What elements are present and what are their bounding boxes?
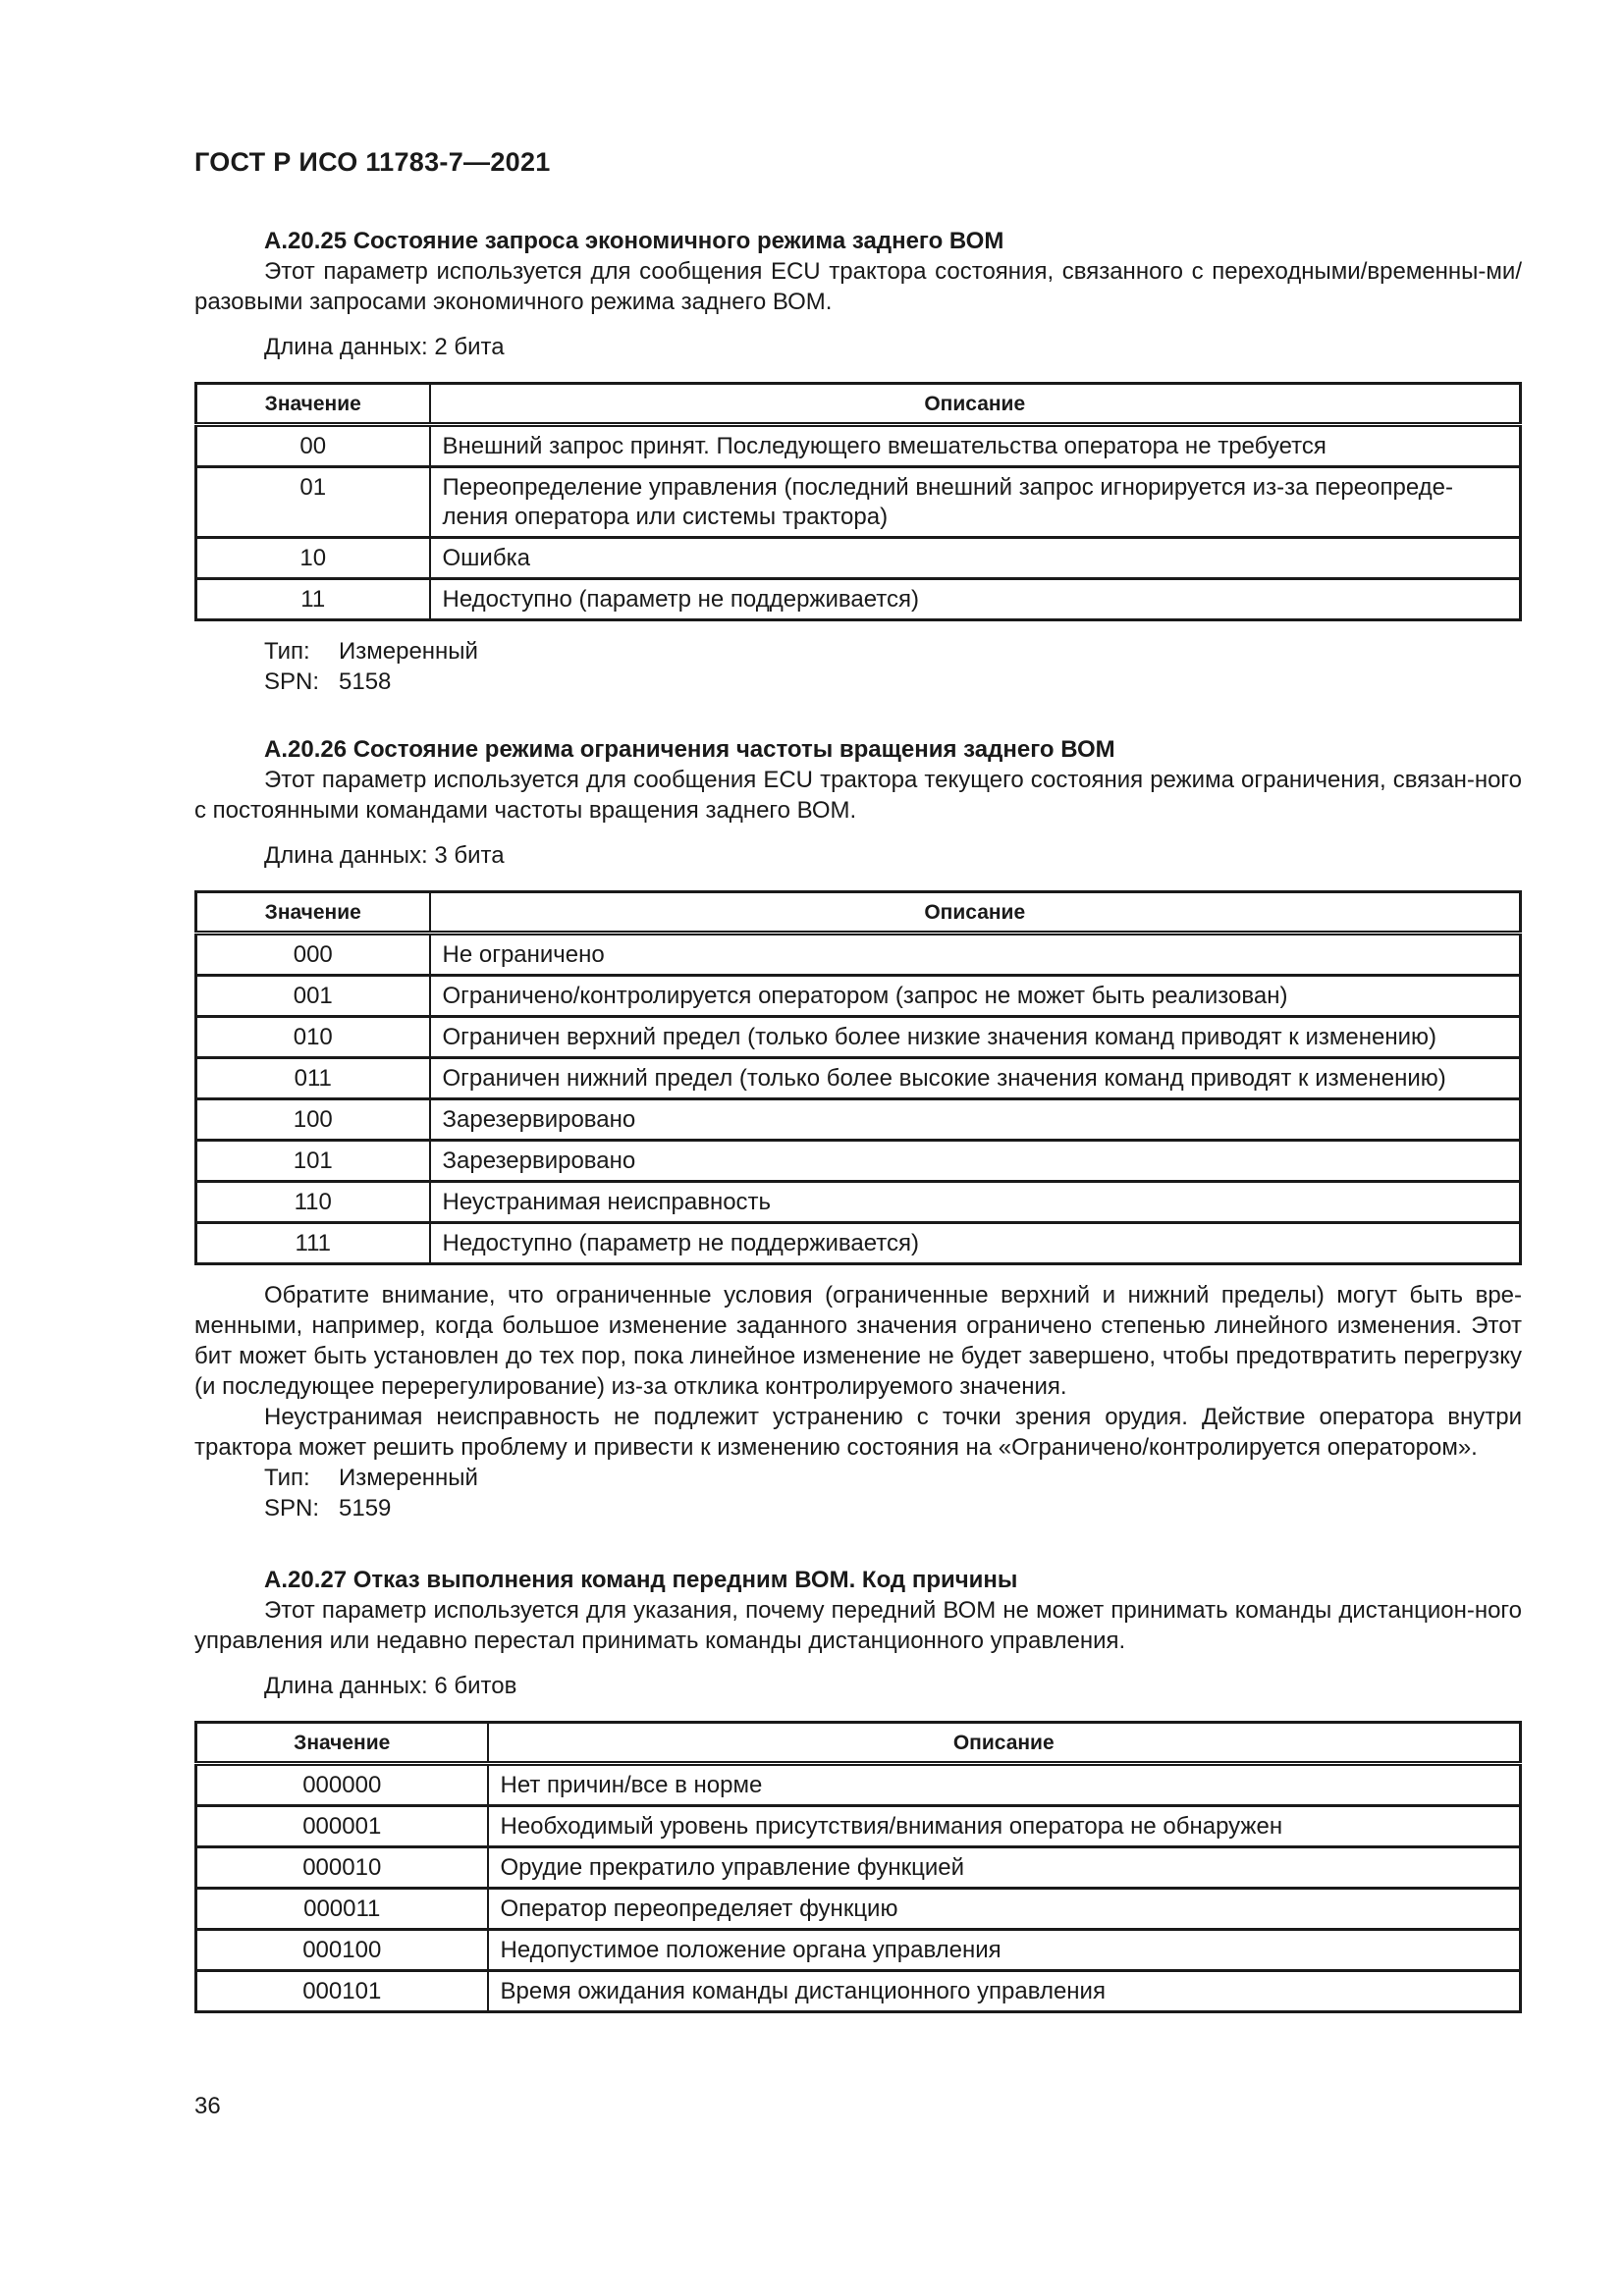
description-cell: Необходимый уровень присутствия/внимания оператора не обнаружен bbox=[488, 1806, 1521, 1847]
spn-value: 5158 bbox=[339, 668, 392, 695]
section-intro: Этот параметр используется для указания, почему передний ВОМ не может принимать команды дистанцион-ного управления или недавно перестал принимать команды дистанционного управления. bbox=[194, 1597, 1522, 1654]
value-cell: 101 bbox=[196, 1141, 430, 1182]
description-cell: Зарезервировано bbox=[430, 1099, 1521, 1141]
column-header-value: Значение bbox=[196, 384, 430, 425]
table-row bbox=[196, 579, 1521, 620]
value-cell: 11 bbox=[196, 579, 430, 620]
section-intro: Этот параметр используется для сообщения ECU трактора текущего состояния режима ограничения, связан-ного с постоянными командами частоты вращения заднего ВОМ. bbox=[194, 767, 1522, 824]
type-label: Тип: bbox=[264, 638, 310, 665]
table-row bbox=[196, 538, 1521, 579]
value-cell: 100 bbox=[196, 1099, 430, 1141]
description-cell: Ограничен верхний предел (только более низкие значения команд приводят к изменению) bbox=[430, 1017, 1521, 1058]
table-row bbox=[196, 1223, 1521, 1264]
table-row bbox=[196, 934, 1521, 976]
spn-line bbox=[194, 1493, 1522, 1523]
description-cell: Ограничен нижний предел (только более высокие значения команд приводят к изменению) bbox=[430, 1058, 1521, 1099]
section-a-20-26 bbox=[194, 734, 1522, 1523]
page-number: 36 bbox=[194, 2093, 221, 2119]
table-row bbox=[196, 1182, 1521, 1223]
description-cell: Нет причин/все в норме bbox=[488, 1764, 1521, 1806]
column-header-value: Значение bbox=[196, 1723, 488, 1764]
description-cell: Не ограничено bbox=[430, 934, 1521, 976]
table-row bbox=[196, 425, 1521, 467]
description-cell: Переопределение управления (последний внешний запрос игнорируется из-за переопреде-ления оператора или системы трактора) bbox=[430, 467, 1521, 538]
table-row bbox=[196, 1058, 1521, 1099]
section-a-20-27 bbox=[194, 1565, 1522, 2013]
section-title: A.20.25 Состояние запроса экономичного режима заднего ВОМ bbox=[264, 228, 1004, 254]
table-row bbox=[196, 1141, 1521, 1182]
value-cell: 00 bbox=[196, 425, 430, 467]
table-header-row bbox=[196, 892, 1521, 934]
table-row bbox=[196, 1930, 1521, 1971]
value-cell: 000100 bbox=[196, 1930, 488, 1971]
type-label: Тип: bbox=[264, 1465, 310, 1491]
data-length: Длина данных: 6 битов bbox=[264, 1673, 517, 1699]
type-line bbox=[194, 636, 1522, 667]
table-row bbox=[196, 467, 1521, 538]
data-length: Длина данных: 3 бита bbox=[264, 842, 505, 869]
description-cell: Недопустимое положение органа управления bbox=[488, 1930, 1521, 1971]
description-cell: Недоступно (параметр не поддерживается) bbox=[430, 1223, 1521, 1264]
value-cell: 001 bbox=[196, 976, 430, 1017]
table-header-row bbox=[196, 1723, 1521, 1764]
description-cell: Недоступно (параметр не поддерживается) bbox=[430, 579, 1521, 620]
column-header-description: Описание bbox=[430, 892, 1521, 934]
value-cell: 000001 bbox=[196, 1806, 488, 1847]
value-cell: 000011 bbox=[196, 1889, 488, 1930]
section-title: A.20.26 Состояние режима ограничения частоты вращения заднего ВОМ bbox=[264, 736, 1115, 763]
section-intro: Этот параметр используется для сообщения ECU трактора состояния, связанного с переходными/временны-ми/разовыми запросами экономичного режима заднего ВОМ. bbox=[194, 258, 1522, 315]
data-length: Длина данных: 2 бита bbox=[264, 334, 505, 360]
value-cell: 000101 bbox=[196, 1971, 488, 2012]
value-cell: 01 bbox=[196, 467, 430, 538]
column-header-description: Описание bbox=[488, 1723, 1521, 1764]
document-header: ГОСТ Р ИСО 11783-7—2021 bbox=[194, 147, 551, 177]
description-cell: Неустранимая неисправность bbox=[430, 1182, 1521, 1223]
spn-line bbox=[194, 667, 1522, 697]
section-a-20-25 bbox=[194, 226, 1522, 697]
value-cell: 10 bbox=[196, 538, 430, 579]
values-table bbox=[194, 382, 1522, 621]
table-row bbox=[196, 1764, 1521, 1806]
column-header-description: Описание bbox=[430, 384, 1521, 425]
value-cell: 000000 bbox=[196, 1764, 488, 1806]
table-row bbox=[196, 976, 1521, 1017]
value-cell: 111 bbox=[196, 1223, 430, 1264]
column-header-value: Значение bbox=[196, 892, 430, 934]
value-cell: 110 bbox=[196, 1182, 430, 1223]
description-cell: Время ожидания команды дистанционного управления bbox=[488, 1971, 1521, 2012]
table-row bbox=[196, 1017, 1521, 1058]
type-value: Измеренный bbox=[339, 638, 478, 665]
description-cell: Ошибка bbox=[430, 538, 1521, 579]
table-row bbox=[196, 1971, 1521, 2012]
description-cell: Ограничено/контролируется оператором (запрос не может быть реализован) bbox=[430, 976, 1521, 1017]
note-paragraph: Неустранимая неисправность не подлежит устранению с точки зрения орудия. Действие оператора внутри трактора может решить проблему и привести к изменению состояния на «Ограничено/контролируется оператором». bbox=[194, 1404, 1522, 1461]
note-paragraph: Обратите внимание, что ограниченные условия (ограниченные верхний и нижний пределы) могут быть вре-менными, например, когда большое изменение заданного значения ограничено степенью линейного изменения. Этот бит может быть установлен до тех пор, пока линейное изменение не будет завершено, чтобы предотвратить перегрузку (и последующее перерегулирование) из-за отклика контролируемого значения. bbox=[194, 1282, 1522, 1400]
value-cell: 000010 bbox=[196, 1847, 488, 1889]
description-cell: Внешний запрос принят. Последующего вмешательства оператора не требуется bbox=[430, 425, 1521, 467]
table-row bbox=[196, 1806, 1521, 1847]
section-title: A.20.27 Отказ выполнения команд передним ВОМ. Код причины bbox=[264, 1567, 1018, 1593]
table-row bbox=[196, 1889, 1521, 1930]
table-row bbox=[196, 1099, 1521, 1141]
value-cell: 010 bbox=[196, 1017, 430, 1058]
table-row bbox=[196, 1847, 1521, 1889]
spn-value: 5159 bbox=[339, 1495, 392, 1522]
value-cell: 000 bbox=[196, 934, 430, 976]
spn-label: SPN: bbox=[264, 668, 320, 695]
type-value: Измеренный bbox=[339, 1465, 478, 1491]
description-cell: Зарезервировано bbox=[430, 1141, 1521, 1182]
values-table bbox=[194, 890, 1522, 1265]
value-cell: 011 bbox=[196, 1058, 430, 1099]
description-cell: Оператор переопределяет функцию bbox=[488, 1889, 1521, 1930]
spn-label: SPN: bbox=[264, 1495, 320, 1522]
description-cell: Орудие прекратило управление функцией bbox=[488, 1847, 1521, 1889]
table-header-row bbox=[196, 384, 1521, 425]
values-table bbox=[194, 1721, 1522, 2013]
type-line bbox=[194, 1463, 1522, 1493]
